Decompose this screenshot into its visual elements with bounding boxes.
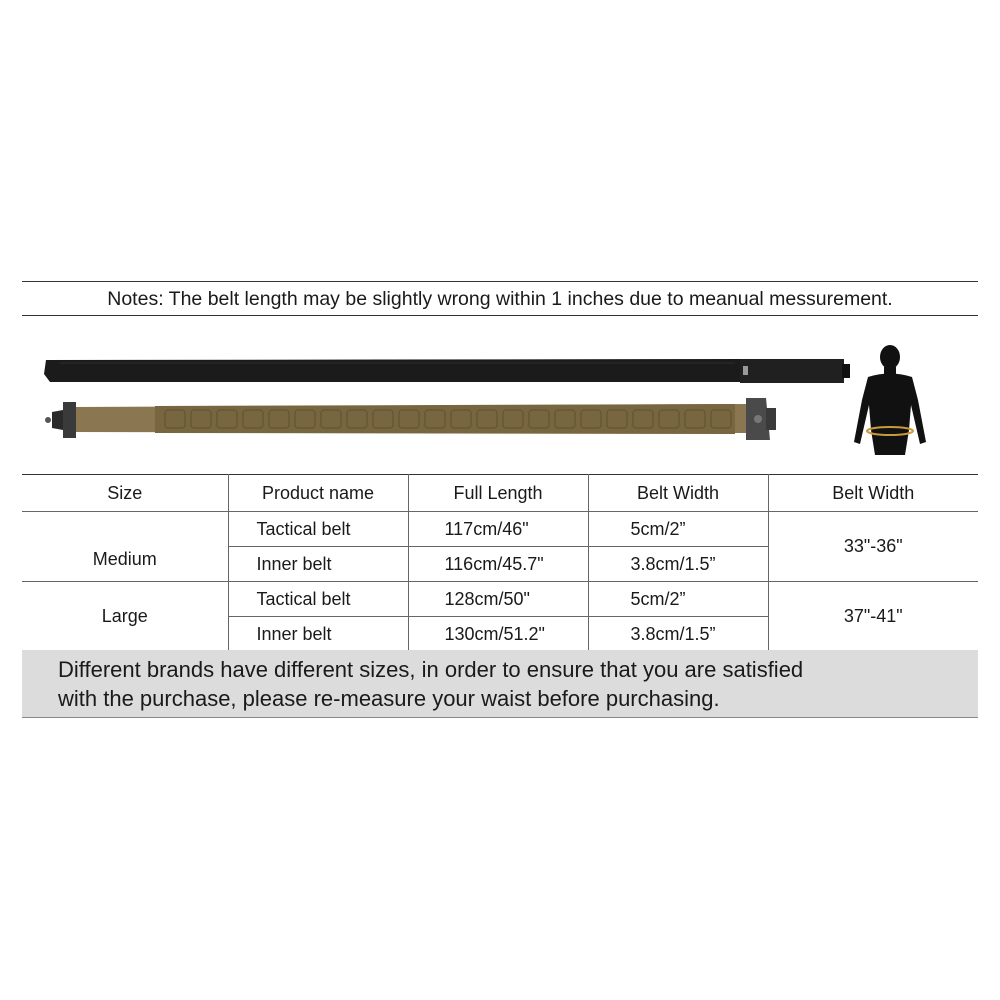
length-cell: 128cm/50" bbox=[408, 582, 588, 617]
width-cell: 5cm/2” bbox=[588, 512, 768, 547]
product-cell: Inner belt bbox=[228, 617, 408, 652]
tan-belt-image bbox=[45, 398, 776, 440]
table-header-row bbox=[22, 475, 978, 512]
notes-text: Notes: The belt length may be slightly wrong within 1 inches due to meanual messurement. bbox=[107, 288, 893, 310]
size-cell-medium: Medium bbox=[22, 512, 228, 582]
size-cell-large: Large bbox=[22, 582, 228, 652]
width-cell: 5cm/2” bbox=[588, 582, 768, 617]
length-cell: 116cm/45.7" bbox=[408, 547, 588, 582]
belt-illustration bbox=[0, 330, 1000, 470]
header-product-name: Product name bbox=[228, 475, 408, 512]
table-row bbox=[22, 512, 978, 547]
length-cell: 117cm/46" bbox=[408, 512, 588, 547]
waist-cell-medium: 33"-36" bbox=[768, 512, 978, 582]
header-full-length: Full Length bbox=[408, 475, 588, 512]
advice-line-2: with the purchase, please re-measure your waist before purchasing. bbox=[58, 686, 720, 711]
table-row bbox=[22, 582, 978, 617]
advice-line-1: Different brands have different sizes, in order to ensure that you are satisfied bbox=[58, 657, 804, 682]
length-cell: 130cm/51.2" bbox=[408, 617, 588, 652]
sizing-advice-banner bbox=[22, 650, 978, 718]
size-chart-table bbox=[22, 474, 978, 652]
width-cell: 3.8cm/1.5” bbox=[588, 547, 768, 582]
belt-photos bbox=[0, 330, 1000, 470]
header-belt-width: Belt Width bbox=[588, 475, 768, 512]
product-cell: Tactical belt bbox=[228, 512, 408, 547]
width-cell: 3.8cm/1.5” bbox=[588, 617, 768, 652]
product-cell: Tactical belt bbox=[228, 582, 408, 617]
header-waist-size: Belt Width bbox=[768, 475, 978, 512]
product-cell: Inner belt bbox=[228, 547, 408, 582]
notes-banner bbox=[22, 281, 978, 316]
human-silhouette-icon bbox=[854, 345, 926, 455]
black-belt-image bbox=[44, 359, 850, 383]
header-size: Size bbox=[22, 475, 228, 512]
waist-cell-large: 37"-41" bbox=[768, 582, 978, 652]
